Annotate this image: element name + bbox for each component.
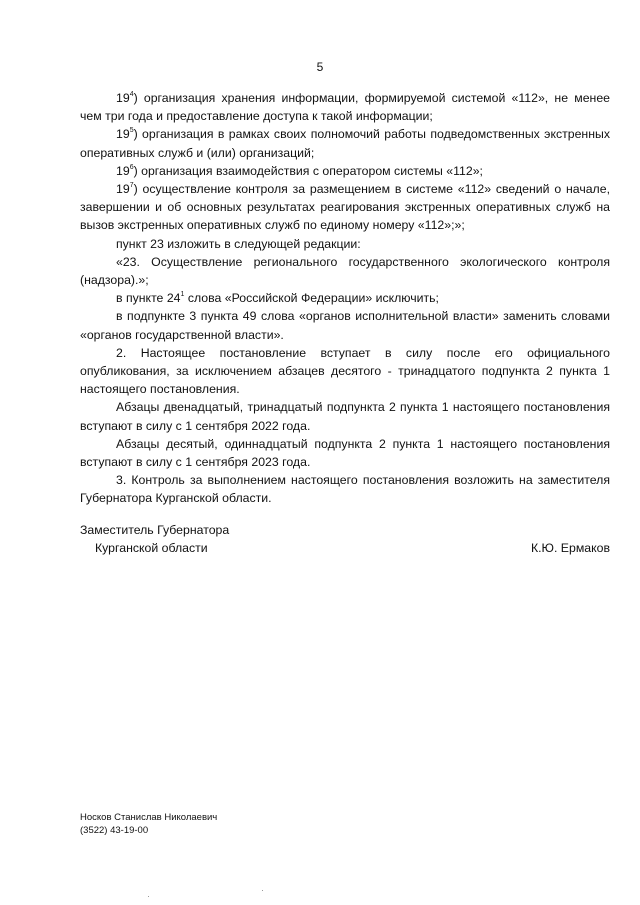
scan-speck xyxy=(262,890,263,891)
paragraph-effective-2022: Абзацы двенадцатый, тринадцатый подпункта 2 пункта 1 настоящего постановления вступают в силу с 1 сентября 2022 года. xyxy=(80,400,610,433)
scan-speck xyxy=(148,896,149,897)
paragraph-19-5: $19^5$) организация в рамках своих полномочий работы подведомственных экстренных оперативных служб и (или) организаций; xyxy=(80,127,610,160)
paragraph-item-49: в подпункте 3 пункта 49 слова «органов исполнительной власти» заменить словами «органов государственной власти». xyxy=(80,309,610,342)
document-body xyxy=(80,89,610,508)
signatory-name: К.Ю. Ермаков xyxy=(530,541,610,555)
paragraph-item-23: «23. Осуществление регионального государственного экологического контроля (надзора).»; xyxy=(80,254,610,288)
signatory-title: Заместитель Губернатора xyxy=(80,523,230,537)
paragraph-control: 3. Контроль за выполнением настоящего постановления возложить на заместителя Губернатора Курганской области. xyxy=(80,473,610,506)
paragraph-19-6: $19^6$) организация взаимодействия с оператором системы «112»; xyxy=(116,163,483,178)
signature-block xyxy=(80,521,610,557)
paragraph-effective-date: 2. Настоящее постановление вступает в силу после его официального опубликования, за исключением абзацев десятого - тринадцатого подпункта 2 пункта 1 настоящего постановления. xyxy=(80,345,610,397)
executor-phone: (3522) 43-19-00 xyxy=(80,825,149,836)
signatory-region: Курганской области xyxy=(95,541,208,556)
paragraph-effective-2023: Абзацы десятый, одиннадцатый подпункта 2 пункта 1 настоящего постановления вступают в силу с 1 сентября 2023 года. xyxy=(80,436,610,470)
paragraph-item-23-intro: пункт 23 изложить в следующей редакции: xyxy=(116,236,361,251)
executor-info xyxy=(80,811,217,837)
paragraph-19-4: $19^4$) организация хранения информации, формируемой системой «112», не менее чем три года и предоставление доступа к такой информации; xyxy=(80,90,610,124)
paragraph-19-7: $19^7$) осуществление контроля за размещением в системе «112» сведений о начале, завершении и об основных результатах реагирования экстренных оперативных служб на вызов экстренных оперативных служб по единому номеру «112»;»; xyxy=(80,181,610,233)
executor-name: Носков Станислав Николаевич xyxy=(80,812,218,823)
paragraph-item-24-1: в пункте $24^1$ слова «Российской Федерации» исключить; xyxy=(116,291,439,306)
page-number: 5 xyxy=(316,60,324,74)
